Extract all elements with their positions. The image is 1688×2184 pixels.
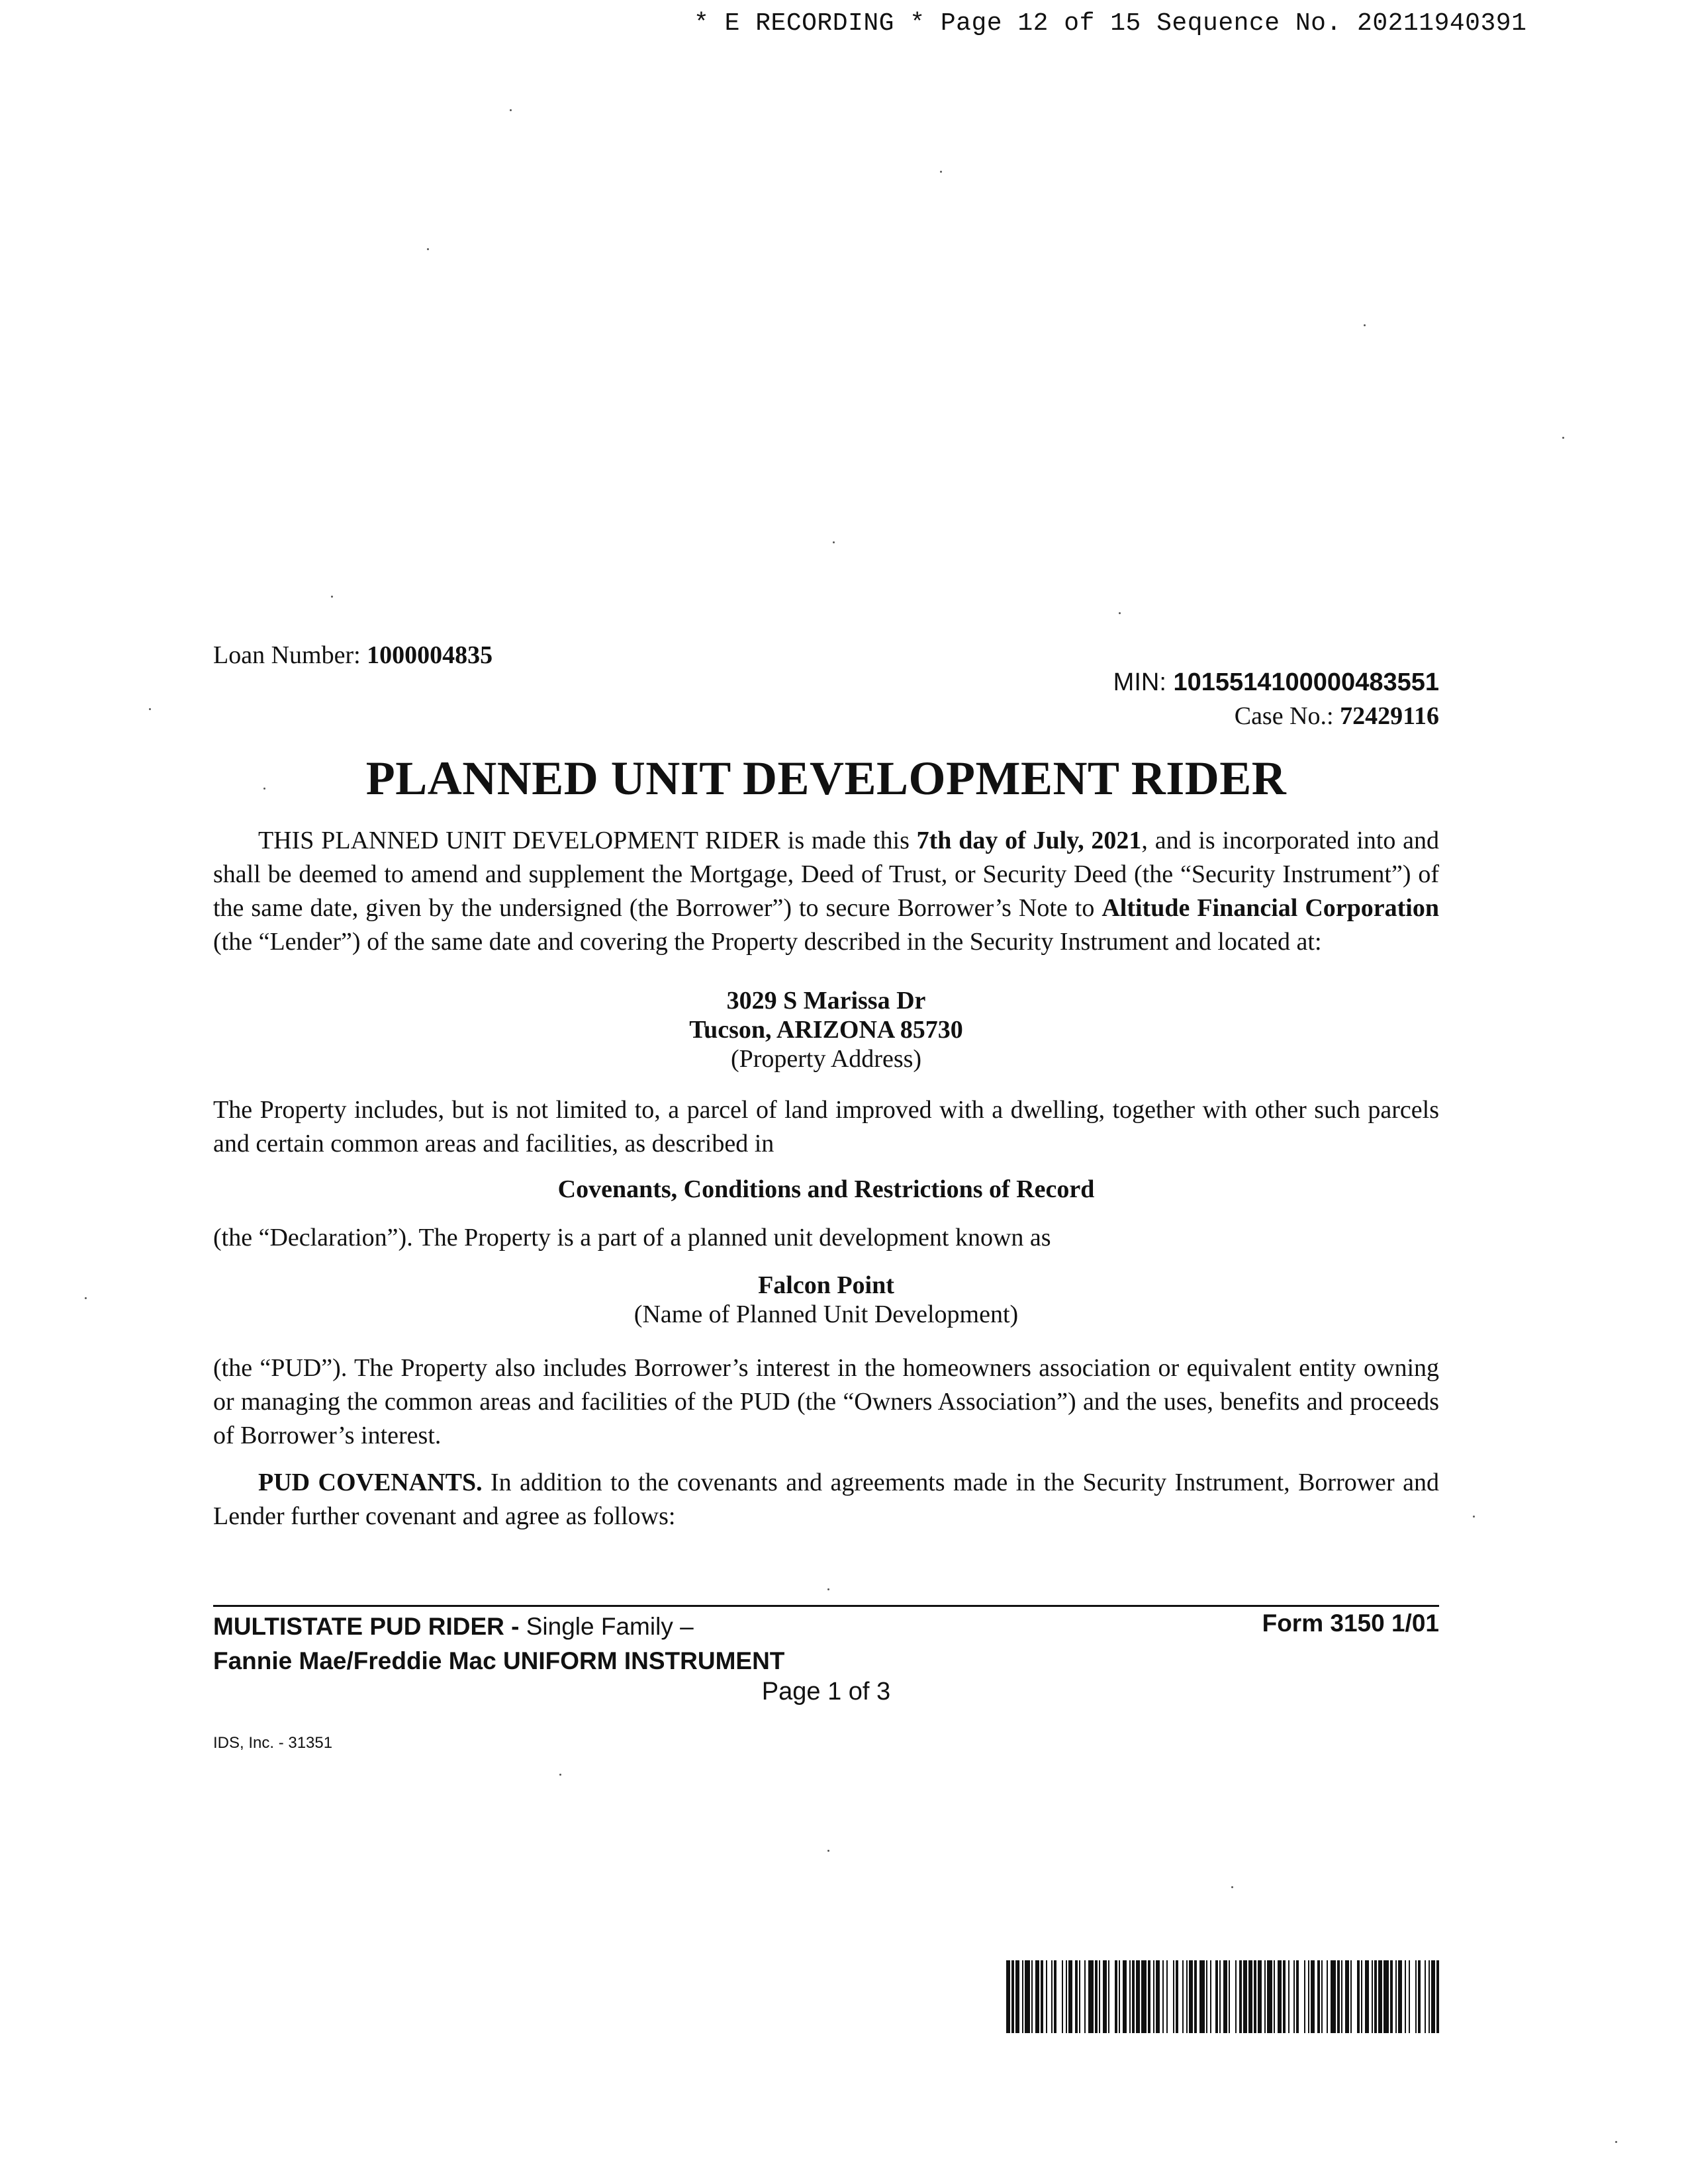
barcode-bar <box>1215 1960 1218 2033</box>
barcode-bar <box>1099 1960 1100 2033</box>
barcode-bar <box>1153 1960 1154 2033</box>
scan-speck <box>427 248 429 250</box>
scan-speck <box>833 541 835 543</box>
barcode-bar <box>1088 1960 1094 2033</box>
barcode-bar <box>1398 1960 1402 2033</box>
case-number <box>1235 702 1439 731</box>
barcode-bar <box>1186 1960 1188 2033</box>
scan-speck <box>1562 437 1564 439</box>
address-line-1: 3029 S Marissa Dr <box>726 987 926 1015</box>
barcode-bar <box>1405 1960 1406 2033</box>
barcode-bar <box>1321 1960 1323 2033</box>
property-address <box>213 986 1439 1073</box>
barcode-bar <box>1374 1960 1377 2033</box>
barcode-bar <box>1229 1960 1230 2033</box>
covenants-section <box>213 1466 1439 1533</box>
footer-rider-name: MULTISTATE PUD RIDER - <box>213 1613 520 1640</box>
barcode-bar <box>1129 1960 1131 2033</box>
barcode-bar <box>1123 1960 1127 2033</box>
barcode-bar <box>1103 1960 1107 2033</box>
barcode-bar <box>1308 1960 1309 2033</box>
barcode-bar <box>1062 1960 1063 2033</box>
footer-rider-type: Single Family – <box>519 1613 694 1640</box>
barcode-bar <box>1022 1960 1023 2033</box>
barcode-bar <box>1173 1960 1174 2033</box>
scan-speck <box>1119 612 1121 614</box>
scan-speck <box>1615 2141 1617 2143</box>
barcode-bar <box>1189 1960 1193 2033</box>
declaration-section <box>213 1221 1439 1255</box>
barcode-bar <box>1119 1960 1120 2033</box>
barcode-bar <box>1331 1960 1336 2033</box>
barcode-bar <box>1235 1960 1237 2033</box>
barcode-bar <box>1108 1960 1109 2033</box>
barcode-bar <box>1293 1960 1295 2033</box>
declaration-paragraph: (the “Declaration”). The Property is a part of a planned unit development known as <box>213 1224 1051 1251</box>
barcode-bar <box>1219 1960 1221 2033</box>
barcode-bar <box>1243 1960 1247 2033</box>
pud-name-block <box>213 1271 1439 1329</box>
barcode-bar <box>1383 1960 1389 2033</box>
barcode-bar <box>1436 1960 1439 2033</box>
barcode-bar <box>1194 1960 1197 2033</box>
loan-number-label: Loan Number: <box>213 641 361 669</box>
barcode-bar <box>1267 1960 1272 2033</box>
footer-divider <box>213 1605 1439 1607</box>
barcode-bar <box>1182 1960 1184 2033</box>
barcode-bar <box>1132 1960 1135 2033</box>
scan-speck <box>149 708 151 710</box>
barcode-bar <box>1345 1960 1349 2033</box>
covenants-text: In addition to the covenants and agreements made in the Security Instrument, Borrower and Lender further covenant and agree as follows: <box>213 1469 1439 1530</box>
barcode-bar <box>1341 1960 1342 2033</box>
property-paragraph: The Property includes, but is not limited to, a parcel of land improved with a dwelling, together with other such parcels and certain common areas and facilities, as described in <box>213 1096 1439 1158</box>
barcode-image <box>1006 1960 1440 2033</box>
barcode-bar <box>1415 1960 1417 2033</box>
barcode-bar <box>1031 1960 1033 2033</box>
barcode-bar <box>1425 1960 1426 2033</box>
barcode-bar <box>1054 1960 1056 2033</box>
barcode-bar <box>1084 1960 1086 2033</box>
loan-number-value: 1000004835 <box>367 641 493 669</box>
form-number: Form 3150 1/01 <box>1262 1610 1439 1637</box>
property-section <box>213 1093 1439 1161</box>
barcode-bar <box>1006 1960 1010 2033</box>
case-number-value: 72429116 <box>1340 702 1439 730</box>
barcode-bar <box>1254 1960 1256 2033</box>
barcode-bar <box>1136 1960 1140 2033</box>
pud-name: Falcon Point <box>758 1271 894 1299</box>
pud-paragraph: (the “PUD”). The Property also includes Borrower’s interest in the homeowners association or equivalent entity owning or managing the common areas and facilities of the PUD (the “Owners Association”) and the uses, benefits and proceeds of Borrower’s interest. <box>213 1354 1439 1449</box>
barcode-bar <box>1327 1960 1328 2033</box>
footer-line-1 <box>213 1610 784 1644</box>
scan-speck <box>331 596 333 598</box>
address-caption: (Property Address) <box>730 1045 922 1073</box>
barcode-bar <box>1223 1960 1227 2033</box>
barcode-bar <box>1079 1960 1080 2033</box>
scan-speck <box>1364 324 1366 326</box>
barcode-bar <box>1068 1960 1072 2033</box>
barcode-bar <box>1418 1960 1421 2033</box>
barcode-bar <box>1115 1960 1117 2033</box>
scan-speck <box>510 109 512 111</box>
barcode-bar <box>1066 1960 1067 2033</box>
intro-text-2: , and is incorporated into and shall be deemed to amend and supplement the Mortgage, Deed of Trust, or Security Deed (the “Security Instrument”) of the same date, given by the undersigned (the Borrower”) to secure Borrower’s Note to <box>213 827 1440 922</box>
pud-name-caption: (Name of Planned Unit Development) <box>633 1300 1019 1328</box>
barcode-bar <box>1025 1960 1030 2033</box>
barcode-bar <box>1274 1960 1275 2033</box>
barcode-bar <box>1317 1960 1320 2033</box>
barcode-bar <box>1390 1960 1393 2033</box>
barcode-bar <box>1166 1960 1168 2033</box>
barcode-bar <box>1095 1960 1098 2033</box>
min-label: MIN: <box>1113 668 1166 696</box>
barcode-bar <box>1156 1960 1160 2033</box>
barcode-bar <box>1431 1960 1435 2033</box>
barcode-bar <box>1051 1960 1053 2033</box>
scan-speck <box>85 1297 87 1299</box>
page-number: Page 1 of 3 <box>761 1678 891 1706</box>
pud-section <box>213 1351 1439 1453</box>
barcode-bar <box>1372 1960 1373 2033</box>
rider-date: 7th day of July, 2021 <box>916 827 1142 854</box>
barcode-bar <box>1304 1960 1305 2033</box>
loan-number <box>213 641 492 670</box>
barcode-bar <box>1239 1960 1242 2033</box>
footer-form-title <box>213 1610 784 1678</box>
barcode-bar <box>1148 1960 1150 2033</box>
barcode-bar <box>1046 1960 1047 2033</box>
barcode-bar <box>1365 1960 1369 2033</box>
barcode-bar <box>1429 1960 1430 2033</box>
barcode-bar <box>1378 1960 1382 2033</box>
barcode-bar <box>1075 1960 1078 2033</box>
barcode-bar <box>1035 1960 1039 2033</box>
barcode-bar <box>1283 1960 1286 2033</box>
recording-header: * E RECORDING * Page 12 of 15 Sequence No. 20211940391 <box>694 9 1527 38</box>
barcode-bar <box>1288 1960 1289 2033</box>
scan-speck <box>1231 1886 1233 1888</box>
barcode-bar <box>1041 1960 1043 2033</box>
barcode-bar <box>1258 1960 1262 2033</box>
barcode-bar <box>1011 1960 1014 2033</box>
declaration-document-title: Covenants, Conditions and Restrictions of Record <box>557 1175 1095 1203</box>
barcode-bar <box>1278 1960 1282 2033</box>
document-title: PLANNED UNIT DEVELOPMENT RIDER <box>365 752 1287 805</box>
declaration-document <box>213 1175 1439 1204</box>
min-value: 1015514100000483551 <box>1173 668 1439 696</box>
min-line <box>1113 668 1439 697</box>
barcode-bar <box>1264 1960 1266 2033</box>
barcode-bar <box>1311 1960 1315 2033</box>
barcode-bar <box>1357 1960 1360 2033</box>
barcode-bar <box>1141 1960 1147 2033</box>
intro-text-1: THIS PLANNED UNIT DEVELOPMENT RIDER is made this <box>258 827 917 854</box>
scan-speck <box>827 1588 829 1590</box>
covenants-paragraph <box>213 1466 1439 1533</box>
barcode-bar <box>1162 1960 1164 2033</box>
barcode-bar <box>1350 1960 1352 2033</box>
barcode-bar <box>1199 1960 1205 2033</box>
lender-name: Altitude Financial Corporation <box>1102 894 1439 922</box>
barcode-bar <box>1248 1960 1252 2033</box>
address-line-2: Tucson, ARIZONA 85730 <box>689 1016 963 1044</box>
scan-speck <box>559 1774 561 1776</box>
scan-speck <box>827 1850 829 1852</box>
covenants-heading: PUD COVENANTS. <box>258 1469 483 1496</box>
scan-speck <box>263 788 265 790</box>
footer-line-2: Fannie Mae/Freddie Mac UNIFORM INSTRUMENT <box>213 1647 785 1674</box>
intro-section <box>213 824 1439 959</box>
barcode-bar <box>1409 1960 1410 2033</box>
barcode-bar <box>1395 1960 1397 2033</box>
barcode-bar <box>1296 1960 1299 2033</box>
barcode-bar <box>1337 1960 1340 2033</box>
barcode-bar <box>1210 1960 1211 2033</box>
barcode-bar <box>1015 1960 1019 2033</box>
ids-code: IDS, Inc. - 31351 <box>213 1734 333 1752</box>
barcode-bar <box>1206 1960 1207 2033</box>
case-number-label: Case No.: <box>1234 702 1334 730</box>
intro-text-3: (the “Lender”) of the same date and covering the Property described in the Security Instrument and located at: <box>213 928 1322 956</box>
barcode-bar <box>1361 1960 1362 2033</box>
scan-speck <box>1473 1516 1475 1518</box>
barcode-bar <box>1176 1960 1178 2033</box>
intro-paragraph <box>213 824 1439 959</box>
scan-speck <box>940 171 942 173</box>
